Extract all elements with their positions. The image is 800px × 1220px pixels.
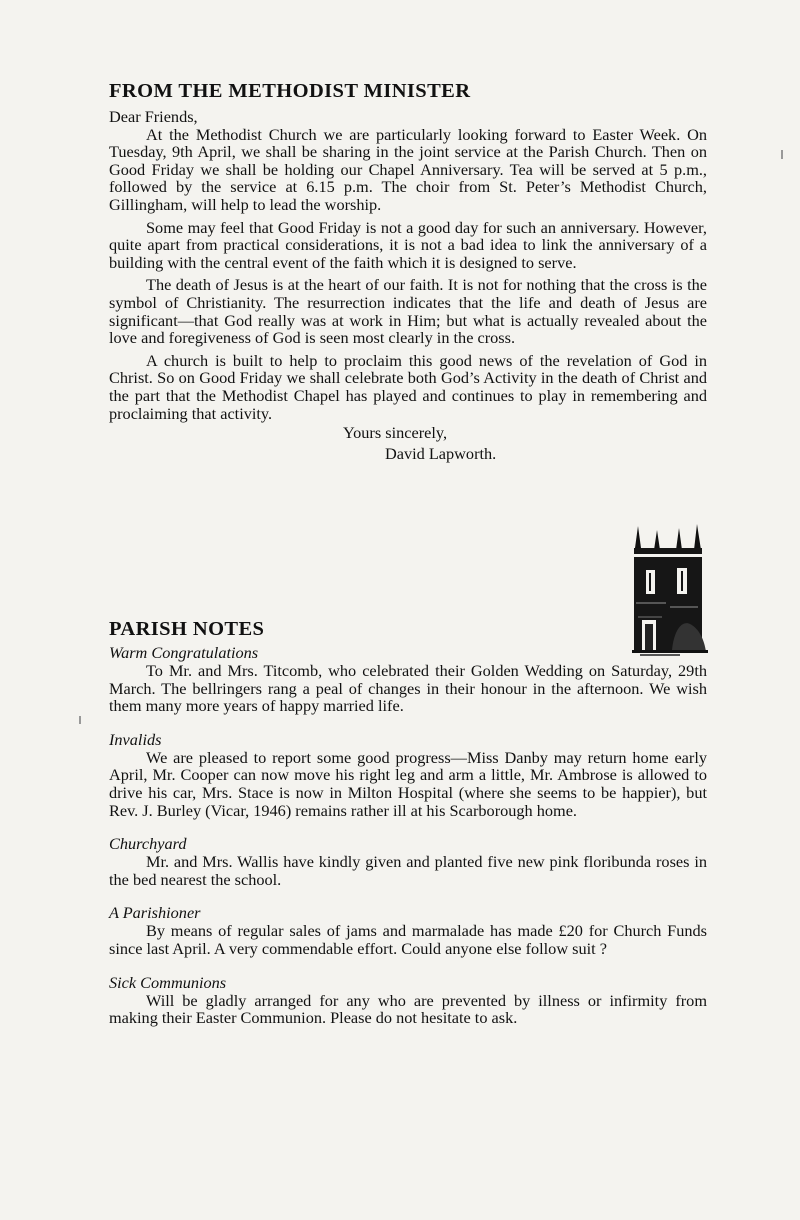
methodist-paragraph-4: A church is built to help to proclaim this good news of the revelation of God in Christ. So on Good Friday we shall celebrate both God’s Activity in the death of Christ and the part that the Methodist Chapel has played and continues to play in remembering and proclaiming that activity.	[109, 350, 707, 423]
note-churchyard	[109, 835, 707, 888]
note-invalids	[109, 731, 707, 819]
note-body: Will be gladly arranged for any who are prevented by illness or infirmity from making their Easter Communion. Please do not hesitate to ask.	[109, 990, 707, 1028]
salutation: Dear Friends,	[109, 107, 198, 126]
note-body: By means of regular sales of jams and marmalade has made £20 for Church Funds since last April. A very commendable effort. Could anyone else follow suit ?	[109, 921, 707, 958]
parish-notes	[109, 644, 707, 1043]
parish-heading: PARISH NOTES	[109, 618, 265, 640]
note-title: Invalids	[109, 729, 162, 749]
methodist-paragraph-1: At the Methodist Church we are particularly looking forward to Easter Week. On Tuesday, 9th April, we shall be sharing in the joint service at the Parish Church. Then on Good Friday we shall be holding our Chapel Anniversary. Tea will be served at 5 p.m., followed by the service at 6.15 p.m. The choir from St. Peter’s Methodist Church, Gillingham, will help to lead the worship.	[109, 124, 707, 214]
note-parishioner	[109, 904, 707, 957]
signature: David Lapworth.	[385, 443, 497, 463]
edge-mark	[781, 150, 783, 159]
page	[109, 78, 707, 1028]
note-congratulations	[109, 644, 707, 715]
note-title: Churchyard	[109, 834, 187, 854]
methodist-heading: FROM THE METHODIST MINISTER	[109, 80, 471, 102]
note-body: To Mr. and Mrs. Titcomb, who celebrated their Golden Wedding on Saturday, 29th March. The bellringers rang a peal of changes in their honour in the afternoon. We wish them many more years of happy married life.	[109, 661, 707, 716]
closing: Yours sincerely,	[343, 423, 448, 443]
church-tower-illustration	[632, 520, 708, 662]
note-sick-communions	[109, 974, 707, 1027]
note-title: Warm Congratulations	[109, 643, 259, 662]
note-title: Sick Communions	[109, 972, 227, 992]
note-body: Mr. and Mrs. Wallis have kindly given and planted five new pink floribunda roses in the bed nearest the school.	[109, 852, 707, 889]
note-body: We are pleased to report some good progress—Miss Danby may return home early April, Mr. Cooper can now move his right leg and arm a little, Mr. Ambrose is allowed to drive his car, Mrs. Stace is now in Milton Hospital (where she seems to be happier), but Rev. J. Burley (Vicar, 1946) remains rather ill at his Scarborough home.	[109, 747, 707, 820]
methodist-paragraph-3: The death of Jesus is at the heart of our faith. It is not for nothing that the cross is the symbol of Christianity. The resurrection indicates that the life and death of Jesus are significant—that God really was at work in Him; but what is actually revealed about the love and foregiveness of God is seen most clearly in the cross.	[109, 275, 707, 348]
margin-mark	[79, 716, 81, 724]
methodist-paragraph-2: Some may feel that Good Friday is not a good day for such an anniversary. However, quite apart from practical considerations, it is not a bad idea to link the anniversary of a building with the central event of the faith which it is designed to serve.	[109, 217, 707, 272]
note-title: A Parishioner	[109, 903, 201, 923]
